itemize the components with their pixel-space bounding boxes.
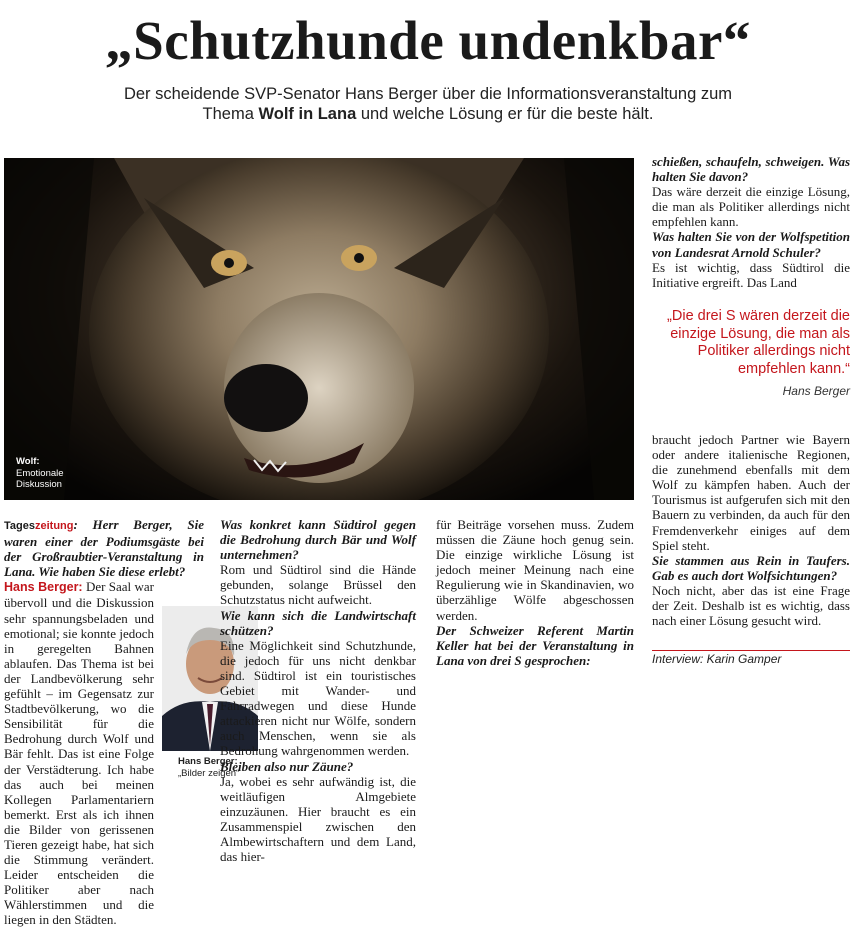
answer-4-continued: für Beiträge vorsehen muss. Zudem müssen die Zäune hoch genug sein. Die einzige wirkliche Lösung ist jedoch meiner Meinung nach eine Regulierung wie in Skandinavien, wo überzählige Wölfe abgeschossen werden. xyxy=(436,517,634,623)
portrait-caption-name: Hans Berger: xyxy=(178,756,238,767)
wolf-illustration xyxy=(4,158,634,500)
pull-quote: „Die drei S wären derzeit die einzige Lösung, die man als Politiker allerdings nicht empfehlen kann.“ xyxy=(667,308,850,377)
answer-6-continued: braucht jedoch Partner wie Bayern oder andere italienische Regionen, die zunehmend ebenfalls mit dem Wolf zu kämpfen haben. Auch der Tourismus ist aufgerufen sich mit den Bauern zu verbinden, da auch für den Fremdenverkehr einiges auf dem Spiel steht. xyxy=(652,432,850,553)
question-6: Was halten Sie von der Wolfspetition von Landesrat Arnold Schuler? xyxy=(652,229,850,260)
subhead-line1: Der scheidende SVP-Senator Hans Berger über die Informationsveranstaltung zum xyxy=(123,85,733,103)
article-subheading xyxy=(40,84,816,124)
photo-caption xyxy=(16,456,64,491)
speaker-label: Hans Berger: xyxy=(4,580,83,595)
pull-quote-author: Hans Berger xyxy=(782,384,850,398)
subhead-line2-a: Thema xyxy=(202,105,259,123)
question-3: Wie kann sich die Landwirtschaft schützen? xyxy=(220,607,416,638)
question-1: : Herr Berger, Sie waren einer der Podiumsgäste bei der Großraubtier-Veranstaltung in Lana. Wie haben Sie diese erlebt? xyxy=(4,517,204,580)
article-column-4-lower xyxy=(652,432,850,628)
brand-label xyxy=(4,520,73,532)
article-column-4 xyxy=(652,154,850,290)
answer-3: Eine Möglichkeit sind Schutzhunde, die jedoch für uns nicht denkbar sind. Südtirol ist ein touristisches Gebiet mit Wander- und Fahrradwegen und diese Hunde attackieren nicht nur Wölfe, sondern auch Menschen, wenn sie als Bedrohung wahrgenommen werden. xyxy=(220,637,416,759)
answer-7: Noch nicht, aber das ist eine Frage der Zeit. Deshalb ist es wichtig, dass nach einer Lösung gesucht wird. xyxy=(652,582,850,629)
answer-1: Der Saal war übervoll und die Diskussion sehr spannungsbeladen und emotional; sie konnte jedoch in geregelten Bahnen ablaufen. Das Thema ist bei der Landbevölkerung sehr gefühlt – im Gegensatz zur Stadtbevölkerung, wo die Sensibilität für die Bedrohung durch Wolf und Bär fehlt. Das ist eine Folge der Verstädterung. Ich habe das auch bei meinen Kollegen Parlamentariern bemerkt. Erst als ich ihnen die Bilder von gerissenen Tieren gezeigt habe, hat sich die Stimmung verändert. Leider entscheiden die Politiker aber nach Wählerstimmen und die liegen in den Städten. xyxy=(4,579,155,928)
question-7: Sie stammen aus Rein in Taufers. Gab es auch dort Wolfsichtungen? xyxy=(652,552,850,583)
question-5-continued: schießen, schaufeln, schweigen. Was halten Sie davon? xyxy=(652,154,850,185)
question-5: Der Schweizer Referent Martin Keller hat bei der Veranstaltung in Lana von drei S gesprochen: xyxy=(436,622,634,668)
question-4: Bleiben also nur Zäune? xyxy=(220,758,354,774)
article-column-2 xyxy=(220,517,416,864)
subhead-topic: Wolf in Lana xyxy=(258,105,357,123)
interview-credit: Interview: Karin Gamper xyxy=(652,650,850,666)
photo-caption-line2: Diskussion xyxy=(16,479,62,490)
subhead-line2-b: und welche Lösung er für die beste hält. xyxy=(356,105,654,123)
brand-part-b: zeitung xyxy=(34,520,74,532)
answer-2: Rom und Südtirol sind die Hände gebunden, solange Brüssel den Schutzstatus nicht aufweicht. xyxy=(220,562,416,608)
answer-4: Ja, wobei es sehr aufwändig ist, die weitläufigen Almgebiete einzuzäunen. Hier braucht es ein Zusammenspiel zwischen den Almbewirtschaftern und dem Land, das hier- xyxy=(220,773,416,865)
portrait-caption-quote: „Bilder zeigen“ xyxy=(178,767,240,779)
photo-caption-line1: Emotionale xyxy=(16,467,64,479)
brand-part-a: Tages xyxy=(4,520,35,532)
question-2: Was konkret kann Südtirol gegen die Bedrohung durch Bär und Wolf unternehmen? xyxy=(220,517,416,563)
article-column-3 xyxy=(436,517,634,668)
answer-6: Es ist wichtig, dass Südtirol die Initiative ergreift. Das Land xyxy=(652,259,850,290)
photo-caption-title: Wolf: xyxy=(16,456,40,467)
wolf-photo xyxy=(4,158,634,500)
answer-5: Das wäre derzeit die einzige Lösung, die man als Politiker allerdings nicht empfehlen kann. xyxy=(652,184,850,230)
article-headline: „Schutzhunde undenkbar“ xyxy=(105,10,751,71)
